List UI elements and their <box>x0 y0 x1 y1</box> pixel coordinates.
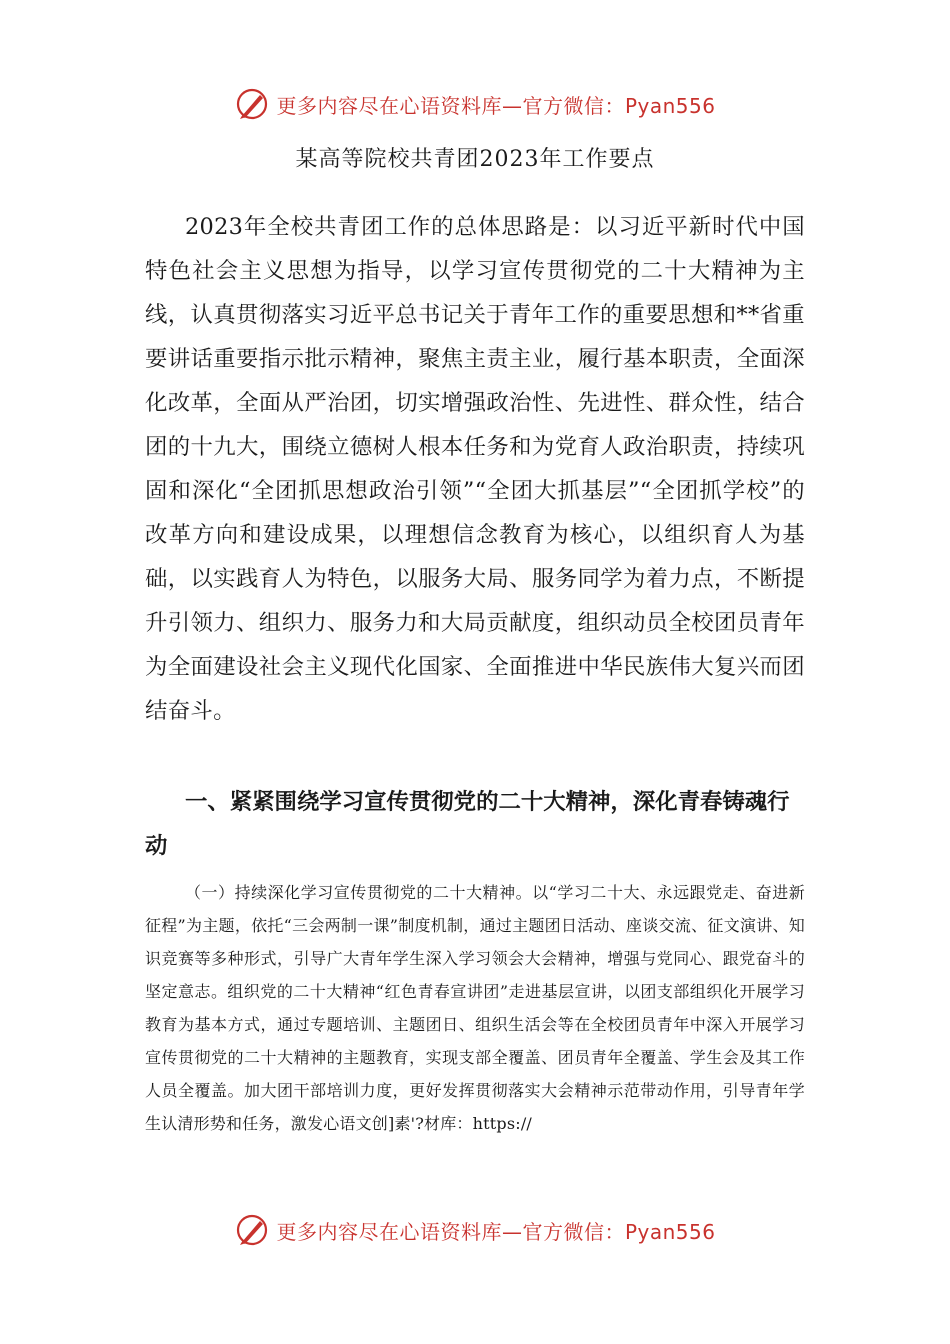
header-watermark-text: 更多内容尽在心语资料库—官方微信：Pyan556 <box>276 93 716 118</box>
document-title: 某高等院校共青团2023年工作要点 <box>295 147 655 172</box>
section-1-heading: 一、紧紧围绕学习宣传贯彻党的二十大精神，深化青春铸魂行动 <box>145 789 790 859</box>
intro-paragraph: 2023年全校共青团工作的总体思路是：以习近平新时代中国特色社会主义思想为指导，以学习宣传贯彻党的二十大精神为主线，认真贯彻落实习近平总书记关于青年工作的重要思想和**省重要讲话重要指示批示精神，聚焦主责主业，履行基本职责，全面深化改革，全面从严治团，切实增强政治性、先进性、群众性，结合团的十九大，围绕立德树人根本任务和为党育人政治职责，持续巩固和深化“全团抓思想政治引领”“全团大抓基层”“全团抓学校”的改革方向和建设成果，以理想信念教育为核心，以组织育人为基础，以实践育人为特色，以服务大局、服务同学为着力点，不断提升引领力、组织力、服务力和大局贡献度，组织动员全校团员青年为全面建设社会主义现代化国家、全面推进中华民族伟大复兴而团结奋斗。 <box>145 214 805 724</box>
footer-watermark-banner <box>0 1208 950 1252</box>
pen-logo-icon <box>234 86 270 122</box>
header-watermark-banner <box>0 82 950 126</box>
section-1-subsection-1: （一）持续深化学习宣传贯彻党的二十大精神。以“学习二十大、永远跟党走、奋进新征程”为主题，依托“三会两制一课”制度机制，通过主题团日活动、座谈交流、征文演讲、知识竞赛等多种形式，引导广大青年学生深入学习领会大会精神，增强与党同心、跟党奋斗的坚定意志。组织党的二十大精神“红色青春宣讲团”走进基层宣讲，以团支部组织化开展学习教育为基本方式，通过专题培训、主题团日、组织生活会等在全校团员青年中深入开展学习宣传贯彻党的二十大精神的主题教育，实现支部全覆盖、团员青年全覆盖、学生会及其工作人员全覆盖。加大团干部培训力度，更好发挥贯彻落实大会精神示范带动作用，引导青年学生认清形势和任务，激发心语文创]素'?材库：https:// <box>145 883 805 1133</box>
footer-watermark-text: 更多内容尽在心语资料库—官方微信：Pyan556 <box>276 1219 716 1244</box>
pen-logo-icon <box>234 1212 270 1248</box>
